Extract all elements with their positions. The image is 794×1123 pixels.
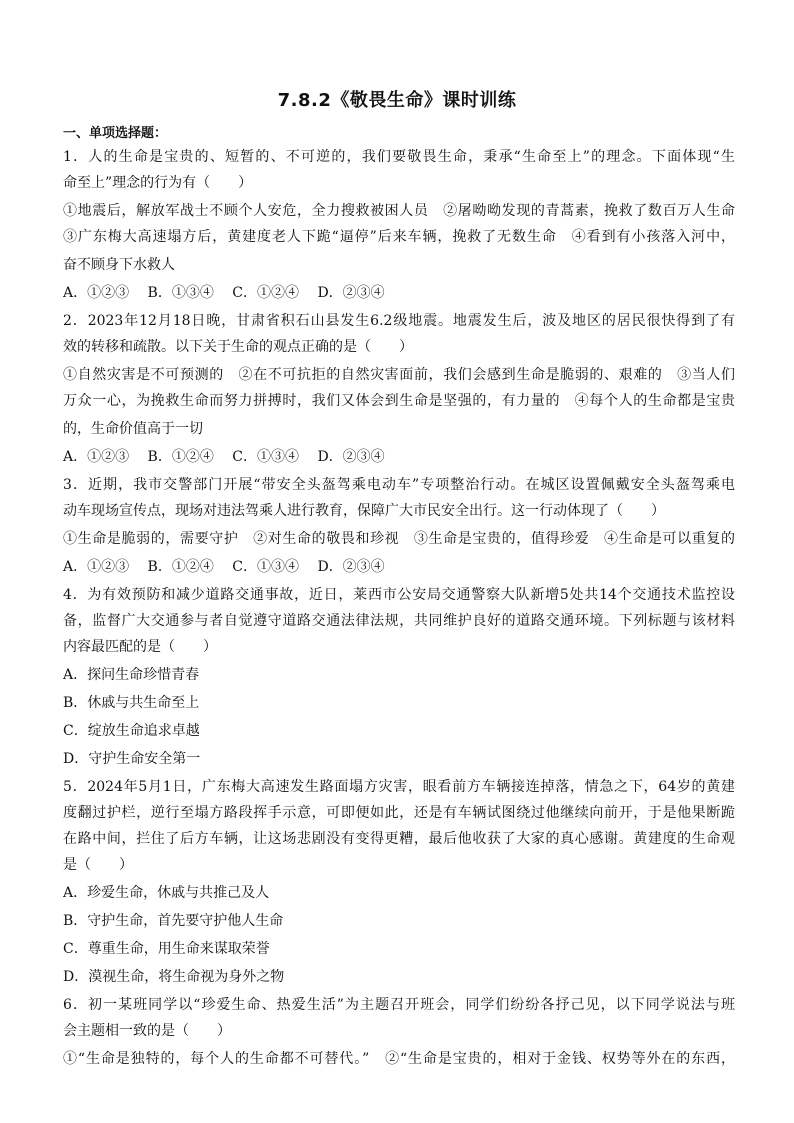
text-line: ③广东梅大高速塌方后，黄建度老人下跪“逼停”后来车辆，挽救了无数生命 ④看到有小孩落入河中， <box>63 229 735 245</box>
text-line: 的，生命价值高于一切 <box>63 421 203 437</box>
text-line: 奋不顾身下水救人 <box>63 257 175 273</box>
text-line: 5．2024年5月1日，广东梅大高速发生路面塌方灾害，眼看前方车辆接连掉落，情急之下，64岁的黄建 <box>63 779 735 795</box>
text-line: 度翻过护栏，逆行至塌方路段挥手示意，可即便如此，还是有车辆试图绕过他继续向前开，于是他果断跪 <box>63 805 735 821</box>
answer-option: D．漠视生命，将生命视为身外之物 <box>63 969 285 985</box>
text-line: 会主题相一致的是（ ） <box>63 1023 231 1039</box>
answer-options: A．①②③ B．①③④ C．①②④ D．②③④ <box>63 285 385 301</box>
text-line: 在路中间，拦住了后方车辆，让这场悲剧没有变得更糟，最后他收获了大家的真心感谢。黄建度的生命观 <box>63 831 735 847</box>
answer-option: D．守护生命安全第一 <box>63 751 201 767</box>
text-line: 4．为有效预防和减少道路交通事故，近日，莱西市公安局交通警察大队新增5处共14个交通技术监控设 <box>63 587 735 603</box>
text-line: 3．近期，我市交警部门开展“带安全头盔驾乘电动车”专项整治行动。在城区设置佩戴安全头盔驾乘电 <box>63 477 735 493</box>
text-line: ①“生命是独特的，每个人的生命都不可替代。” ②“生命是宝贵的，相对于金钱、权势等外在的东西， <box>63 1051 735 1067</box>
document-title: 7.8.2《敬畏生命》课时训练 <box>277 90 517 111</box>
text-line: 2．2023年12月18日晚，甘肃省积石山县发生6.2级地震。地震发生后，波及地区的居民很快得到了有 <box>63 313 735 329</box>
text-line: ①地震后，解放军战士不顾个人安危，全力搜救被困人员 ②屠呦呦发现的青蒿素，挽救了数百万人生命 <box>63 203 735 219</box>
text-line: 备，监督广大交通参与者自觉遵守道路交通法律法规，共同维护良好的道路交通环境。下列标题与该材料 <box>63 613 735 629</box>
answer-option: B．守护生命，首先要守护他人生命 <box>63 913 284 929</box>
text-line: 万众一心，为挽救生命而努力拼搏时，我们又体会到生命是坚强的，有力量的 ④每个人的生命都是宝贵 <box>63 393 735 409</box>
section-heading: 一、单项选择题： <box>63 126 168 141</box>
text-line: 命至上”理念的行为有（ ） <box>63 175 253 191</box>
text-line: 6．初一某班同学以“珍爱生命、热爱生活”为主题召开班会，同学们纷纷各抒己见，以下同学说法与班 <box>63 997 735 1013</box>
answer-option: C．尊重生命，用生命来谋取荣誉 <box>63 941 270 957</box>
text-line: 内容最匹配的是（ ） <box>63 639 217 655</box>
text-line: 效的转移和疏散。以下关于生命的观点正确的是（ ） <box>63 339 413 355</box>
text-line: 是（ ） <box>63 857 133 873</box>
answer-options: A．①②③ B．①②④ C．①③④ D．②③④ <box>63 559 385 575</box>
answer-option: A．珍爱生命，休戚与共推己及人 <box>63 885 270 901</box>
text-line: 动车现场宣传点，现场对违法驾乘人进行教育，保障广大市民安全出行。这一行动体现了（ ） <box>63 503 665 519</box>
answer-option: B．休戚与共生命至上 <box>63 695 200 711</box>
text-line: ①生命是脆弱的，需要守护 ②对生命的敬畏和珍视 ③生命是宝贵的，值得珍爱 ④生命是可以重复的 <box>63 531 735 547</box>
answer-option: C．绽放生命追求卓越 <box>63 723 200 739</box>
answer-options: A．①②③ B．①②④ C．①③④ D．②③④ <box>63 449 385 465</box>
text-line: 1．人的生命是宝贵的、短暂的、不可逆的，我们要敬畏生命，秉承“生命至上”的理念。下面体现“生 <box>63 149 735 165</box>
answer-option: A．探问生命珍惜青春 <box>63 667 200 683</box>
text-line: ①自然灾害是不可预测的 ②在不可抗拒的自然灾害面前，我们会感到生命是脆弱的、艰难的 ③当人们 <box>63 367 735 383</box>
